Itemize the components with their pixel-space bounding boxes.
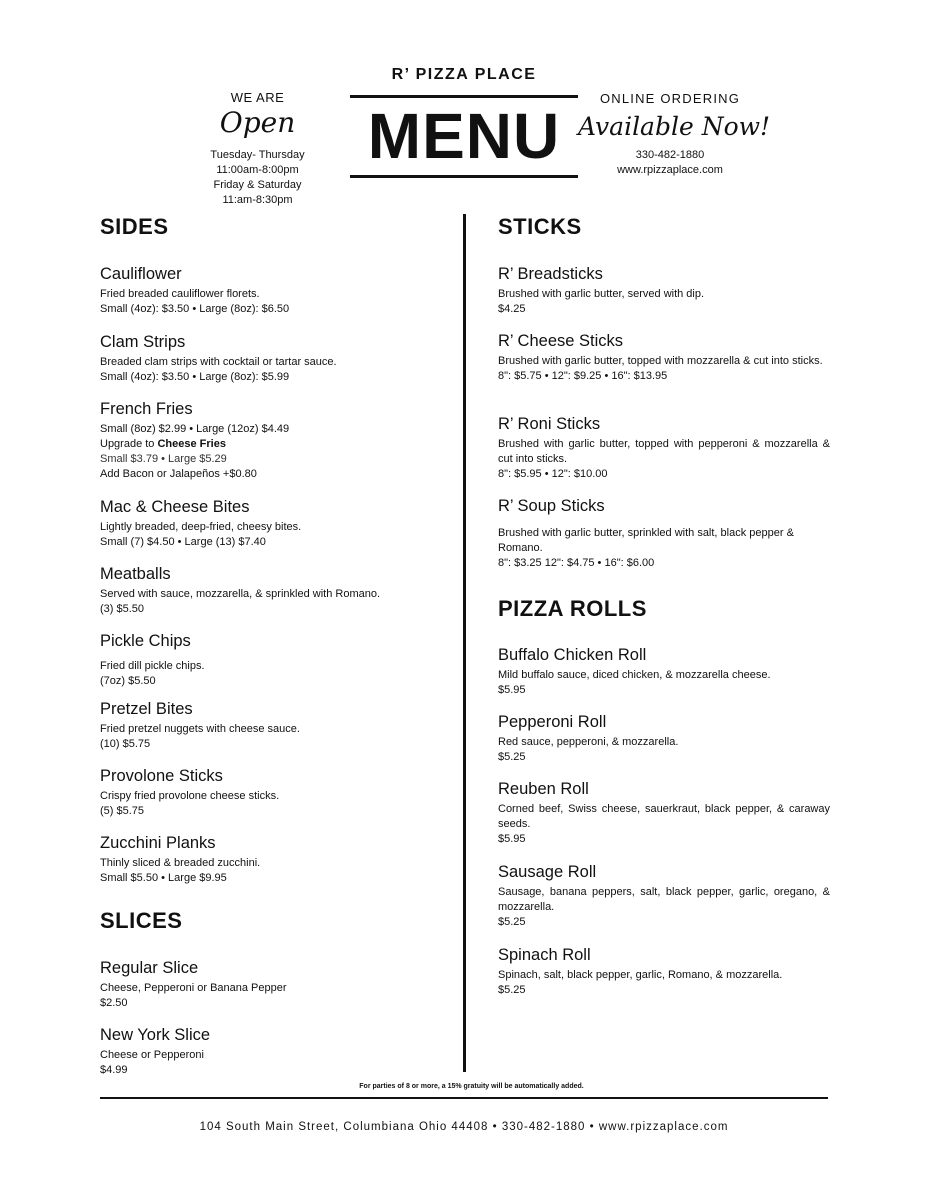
- item-price: 8": $3.25 12": $4.75 • 16": $6.00: [498, 557, 655, 569]
- item-price: Small (7) $4.50 • Large (13) $7.40: [100, 536, 266, 548]
- menu-item: [498, 331, 830, 384]
- item-price: Small (4oz): $3.50 • Large (8oz): $6.50: [100, 303, 290, 315]
- item-name: Meatballs: [100, 565, 171, 583]
- item-price: $5.25: [498, 751, 526, 763]
- item-name: Buffalo Chicken Roll: [498, 646, 647, 664]
- menu-item: [100, 833, 440, 886]
- item-name: Pepperoni Roll: [498, 713, 607, 731]
- section-title-pizza-rolls: PIZZA ROLLS: [498, 596, 647, 621]
- item-desc: Brushed with garlic butter, served with dip.: [498, 288, 705, 300]
- online-ordering-label: ONLINE ORDERING: [599, 91, 741, 106]
- item-price: Small $3.79 • Large $5.29: [100, 453, 227, 465]
- item-name: Reuben Roll: [498, 780, 589, 798]
- item-name: Zucchini Planks: [100, 834, 216, 852]
- item-desc: Crispy fried provolone cheese sticks.: [100, 790, 280, 802]
- upgrade-cheese-fries: Cheese Fries: [157, 438, 226, 450]
- item-price: $2.50: [100, 997, 128, 1009]
- menu-bottom-rule: [350, 175, 578, 178]
- item-name: Clam Strips: [100, 333, 186, 351]
- item-addon: Add Bacon or Jalapeños +$0.80: [100, 468, 257, 480]
- item-price: (5) $5.75: [100, 805, 145, 817]
- item-desc: Fried dill pickle chips.: [100, 660, 205, 672]
- item-price: 8": $5.75 • 12": $9.25 • 16": $13.95: [498, 370, 668, 382]
- we-are-label: WE ARE: [230, 90, 285, 105]
- item-price: 8": $5.95 • 12": $10.00: [498, 468, 608, 480]
- item-name: Pretzel Bites: [100, 700, 193, 718]
- item-price: (3) $5.50: [100, 603, 145, 615]
- menu-item: [100, 699, 440, 752]
- item-price: $5.95: [498, 684, 526, 696]
- item-price: $5.25: [498, 916, 526, 928]
- item-desc: Served with sauce, mozzarella, & sprinkled with Romano.: [100, 588, 381, 600]
- item-desc: Spinach, salt, black pepper, garlic, Romano, & mozzarella.: [498, 969, 783, 981]
- section-title-sides: SIDES: [100, 214, 169, 239]
- menu-item: [100, 264, 440, 317]
- item-name: Provolone Sticks: [100, 767, 223, 785]
- menu-item: [100, 1025, 440, 1078]
- gratuity-note: For parties of 8 or more, a 15% gratuity will be automatically added.: [359, 1083, 584, 1090]
- item-name: R’ Cheese Sticks: [498, 332, 624, 350]
- item-desc: Cheese or Pepperoni: [100, 1049, 204, 1061]
- item-price: $4.25: [498, 303, 526, 315]
- menu-item: [498, 862, 830, 930]
- hours-line: Tuesday- Thursday: [210, 149, 305, 161]
- item-price: Small $5.50 • Large $9.95: [100, 872, 227, 884]
- item-name: New York Slice: [100, 1026, 211, 1044]
- footer-rule: [100, 1097, 828, 1099]
- item-desc: Breaded clam strips with cocktail or tartar sauce.: [100, 356, 337, 368]
- item-name: R’ Roni Sticks: [498, 415, 601, 433]
- item-desc: Cheese, Pepperoni or Banana Pepper: [100, 982, 287, 994]
- item-price: $4.99: [100, 1064, 128, 1076]
- upgrade-line: [100, 437, 440, 452]
- item-desc: Brushed with garlic butter, topped with mozzarella & cut into sticks.: [498, 355, 823, 367]
- item-desc: Fried pretzel nuggets with cheese sauce.: [100, 723, 300, 735]
- open-script-text: Open: [219, 106, 296, 139]
- menu-item: [498, 779, 830, 847]
- hours-line: Friday & Saturday: [213, 179, 302, 191]
- item-price: $5.25: [498, 984, 526, 996]
- item-desc: Brushed with garlic butter, sprinkled with salt, black pepper & Romano.: [498, 527, 794, 554]
- item-price: Small (4oz): $3.50 • Large (8oz): $5.99: [100, 371, 290, 383]
- item-name: Mac & Cheese Bites: [100, 498, 250, 516]
- available-now-script: Available Now!: [578, 112, 771, 141]
- item-price: Small (8oz) $2.99 • Large (12oz) $4.49: [100, 423, 290, 435]
- item-desc: Mild buffalo sauce, diced chicken, & mozzarella cheese.: [498, 669, 771, 681]
- menu-title: MENU: [367, 100, 561, 172]
- brand-name: R’ PIZZA PLACE: [391, 66, 537, 83]
- item-name: R’ Breadsticks: [498, 265, 603, 283]
- hours-line: 11:00am-8:00pm: [216, 164, 299, 176]
- menu-item: [498, 645, 830, 698]
- section-title-slices: SLICES: [100, 908, 183, 933]
- item-desc: Corned beef, Swiss cheese, sauerkraut, black pepper, & caraway seeds.: [498, 803, 830, 830]
- item-desc: Fried breaded cauliflower florets.: [100, 288, 260, 300]
- menu-item: [498, 945, 830, 998]
- item-price: (7oz) $5.50: [100, 675, 156, 687]
- phone-number: 330-482-1880: [635, 149, 705, 161]
- item-price: (10) $5.75: [100, 738, 151, 750]
- menu-item: [100, 497, 440, 550]
- hours-block: [180, 148, 335, 208]
- section-title-sticks: STICKS: [498, 214, 582, 239]
- item-name: Regular Slice: [100, 959, 199, 977]
- contact-block: [590, 148, 750, 178]
- item-name: Cauliflower: [100, 265, 182, 283]
- hours-line: 11:am-8:30pm: [222, 194, 293, 206]
- item-desc: Thinly sliced & breaded zucchini.: [100, 857, 261, 869]
- menu-item: [100, 332, 440, 385]
- menu-item: [100, 958, 440, 1011]
- item-name: Sausage Roll: [498, 863, 597, 881]
- item-desc: Lightly breaded, deep-fried, cheesy bites.: [100, 521, 302, 533]
- item-name: R’ Soup Sticks: [498, 497, 605, 515]
- item-desc: Sausage, banana peppers, salt, black pepper, garlic, oregano, & mozzarella.: [498, 886, 830, 913]
- column-divider: [463, 214, 466, 1072]
- menu-item: [498, 264, 830, 317]
- item-name: Spinach Roll: [498, 946, 591, 964]
- item-desc: Red sauce, pepperoni, & mozzarella.: [498, 736, 679, 748]
- footer-address: 104 South Main Street, Columbiana Ohio 44408 • 330-482-1880 • www.rpizzaplace.com: [199, 1121, 729, 1133]
- menu-item: [498, 414, 830, 482]
- menu-item: [100, 766, 440, 819]
- menu-item: [100, 631, 440, 689]
- menu-item: [498, 712, 830, 765]
- item-desc: Brushed with garlic butter, topped with pepperoni & mozzarella & cut into sticks.: [498, 438, 830, 465]
- upgrade-prefix: Upgrade to: [100, 438, 158, 450]
- website-link[interactable]: www.rpizzaplace.com: [617, 164, 723, 176]
- item-name: French Fries: [100, 400, 193, 418]
- menu-item: [498, 496, 830, 571]
- menu-item: [100, 399, 440, 482]
- item-price: $5.95: [498, 833, 526, 845]
- item-name: Pickle Chips: [100, 632, 191, 650]
- menu-item: [100, 564, 440, 617]
